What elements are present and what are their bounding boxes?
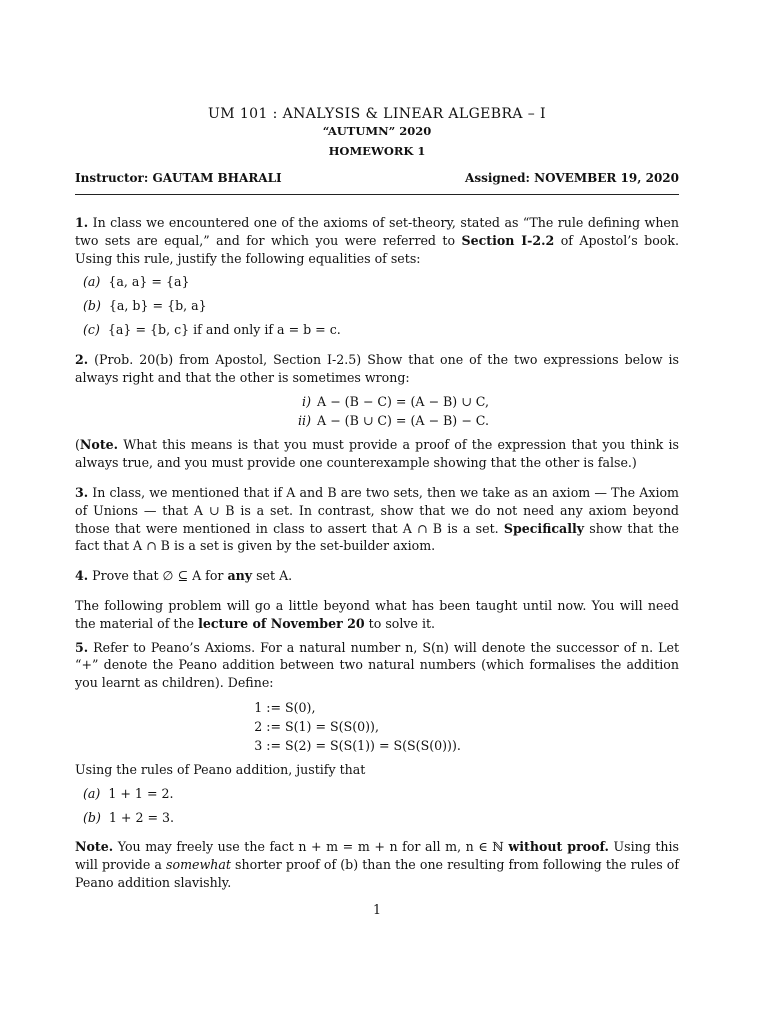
note-label: Note.: [75, 839, 114, 855]
definition-rhs: S(2) = S(S(1)) = S(S(S(0))).: [285, 737, 461, 753]
interlude-text: The following problem will go a little beyond what has been taught until now. You will need the material of the: [75, 597, 679, 631]
definition-rhs: S(0),: [285, 699, 316, 715]
interlude-text: to solve it.: [364, 615, 436, 631]
note-label: Note.: [79, 437, 119, 453]
subitem-label: (c): [83, 321, 100, 337]
emphasis-italic: somewhat: [166, 857, 231, 873]
problem-2-text: [75, 351, 679, 387]
subitem-label: (b): [83, 298, 101, 314]
expression-label: i): [302, 394, 311, 410]
expression-display: [75, 392, 679, 430]
subitem-text: {a, a} = {a}: [108, 274, 190, 290]
homework-label: HOMEWORK 1: [328, 144, 426, 158]
definition-lhs: 1 :=: [254, 699, 281, 715]
problem-text: (Prob. 20(b) from Apostol, Section I-2.5) Show that one of the two expressions below is always right and that the other is sometimes wrong:: [75, 351, 679, 385]
problem-5-instruction: Using the rules of Peano addition, justify that: [75, 761, 366, 777]
problem-number: 3.: [75, 484, 89, 500]
subitem-text: {a, b} = {b, a}: [108, 298, 207, 314]
course-title: UM 101 : ANALYSIS & LINEAR ALGEBRA – I: [208, 106, 546, 122]
problem-4-text: [75, 567, 679, 585]
problem-5-note: [75, 838, 679, 891]
header-info-row: [75, 171, 679, 185]
problem-1-text: [75, 214, 679, 267]
problem-5-text: [75, 639, 679, 692]
problem-3-text: [75, 484, 679, 555]
problem-number: 1.: [75, 215, 89, 230]
subitem-label: (a): [83, 785, 101, 801]
expression-label: ii): [298, 413, 311, 429]
problem-4: [75, 567, 679, 585]
subitem-b: [83, 297, 679, 315]
emphasis: Specifically: [503, 520, 585, 536]
subitem-c: [83, 321, 679, 339]
definition-lhs: 2 :=: [254, 718, 281, 734]
problem-5: [75, 639, 679, 892]
problem-number: 2.: [75, 351, 89, 367]
expression: A − (B − C) = (A − B) ∪ C,: [317, 394, 489, 410]
subitem-label: (b): [83, 809, 101, 825]
problem-text: show that the fact that A ∩ B is a set is given by the set-builder axiom.: [75, 520, 680, 554]
subitem-a: [83, 785, 679, 803]
subitem-b: [83, 809, 679, 827]
problem-text: Prove that ∅ ⊆ A for: [88, 568, 228, 584]
problem-text: Refer to Peano’s Axioms. For a natural number n, S(n) will denote the successor of n. Let “+” denote the Peano addition between two natural numbers (which formalises the addition you learnt as children). Define:: [75, 639, 679, 691]
document-page: [75, 0, 679, 1024]
note-text: shorter proof of (b) than the one resulting from following the rules of Peano addition slavishly.: [75, 857, 680, 890]
page-number: 1: [372, 902, 381, 917]
problem-text: of Apostol’s book. Using this rule, justify the following equalities of sets:: [75, 232, 679, 266]
peano-definitions: [75, 698, 679, 755]
assigned-date: Assigned: NOVEMBER 19, 2020: [465, 171, 679, 185]
subitem-a: [83, 273, 679, 291]
emphasis: Section I-2.2: [461, 232, 555, 248]
problem-2: [75, 351, 679, 472]
emphasis: without proof.: [508, 839, 609, 855]
problem-text: set A.: [252, 568, 293, 584]
note-text: You may freely use the fact n + m = m + n for all m, n ∈ ℕ: [113, 839, 509, 855]
interlude-paragraph: [75, 597, 679, 633]
subitem-text: 1 + 2 = 3.: [108, 809, 175, 825]
note-text: What this means is that you must provide a proof of the expression that you think is always true, and you must provide one counterexample showing that the other is false.): [75, 437, 679, 471]
definition-rhs: S(1) = S(S(0)),: [285, 718, 379, 734]
subitem-text: {a} = {b, c} if and only if a = b = c.: [107, 321, 341, 337]
term-line: “AUTUMN” 2020: [322, 124, 432, 138]
instructor-line: Instructor: GAUTAM BHARALI: [75, 171, 282, 185]
problem-list: [75, 214, 679, 892]
header-divider: [75, 194, 679, 195]
problem-1: [75, 214, 679, 339]
emphasis: lecture of November 20: [198, 615, 365, 631]
expression: A − (B ∪ C) = (A − B) − C.: [317, 413, 489, 429]
problem-text: In class we encountered one of the axioms of set-theory, stated as “The rule defining when two sets are equal,” and for which you were referred to: [75, 215, 679, 248]
problem-3: [75, 484, 679, 555]
emphasis: any: [227, 568, 253, 584]
subitem-label: (a): [83, 274, 101, 290]
problem-text: In class, we mentioned that if A and B are two sets, then we take as an axiom — The Axiom of Unions — that A ∪ B is a set. In contrast, show that we do not need any axiom beyond those that were mentioned in class to assert that A ∩ B is a set.: [75, 484, 679, 536]
definition-lhs: 3 :=: [254, 737, 281, 753]
subitem-text: 1 + 1 = 2.: [108, 785, 174, 801]
problem-2-note: (Note. What this means is that you must provide a proof of the expression that you think is always true, and you must provide one counterexample showing that the other is false.): [75, 437, 679, 471]
problem-number: 4.: [75, 568, 89, 584]
problem-number: 5.: [75, 639, 89, 655]
note-text: Using this will provide a: [75, 839, 680, 873]
